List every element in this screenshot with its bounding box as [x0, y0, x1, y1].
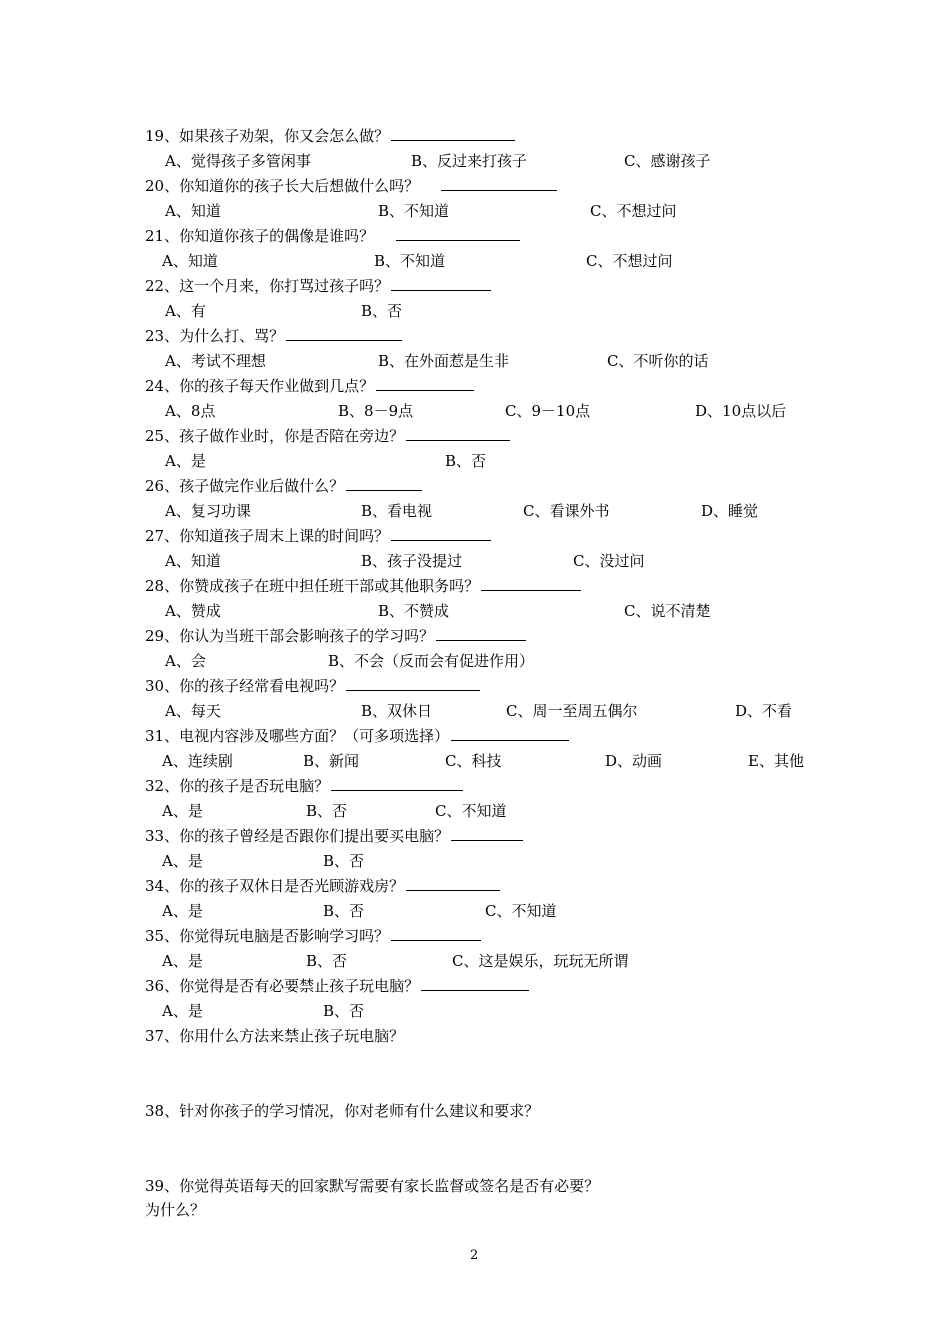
answer-blank[interactable] — [396, 226, 520, 241]
option-a: A、知道 — [162, 252, 218, 270]
answer-blank[interactable] — [331, 776, 463, 791]
question-25 — [145, 426, 510, 446]
answer-blank[interactable] — [421, 976, 529, 991]
question-text: 30、你的孩子经常看电视吗？ — [145, 677, 345, 695]
answer-blank[interactable] — [286, 326, 402, 341]
question-31 — [145, 726, 569, 746]
option-b: B、否 — [361, 302, 403, 320]
question-21 — [145, 226, 520, 246]
question-39: 39、你觉得英语每天的回家默写需要有家长监督或签名是否有必要？ — [145, 1177, 600, 1195]
option-a: A、是 — [162, 902, 203, 920]
option-a: A、每天 — [165, 702, 221, 720]
option-a: A、8点 — [165, 402, 216, 420]
option-a: A、是 — [162, 952, 203, 970]
option-b: B、不会（反而会有促进作用） — [328, 652, 535, 670]
option-c: C、这是娱乐，玩玩无所谓 — [452, 952, 629, 970]
answer-blank[interactable] — [451, 726, 569, 741]
option-c: C、感谢孩子 — [624, 152, 711, 170]
option-a: A、赞成 — [165, 602, 221, 620]
option-b: B、否 — [323, 852, 365, 870]
option-c: C、没过问 — [573, 552, 645, 570]
question-text: 19、如果孩子劝架，你又会怎么做？ — [145, 127, 390, 145]
option-d: D、不看 — [735, 702, 793, 720]
option-b: B、不知道 — [374, 252, 446, 270]
option-a: A、有 — [165, 302, 206, 320]
answer-blank[interactable] — [346, 476, 422, 491]
question-text: 27、你知道孩子周末上课的时间吗？ — [145, 527, 390, 545]
question-30 — [145, 676, 480, 696]
question-text: 26、孩子做完作业后做什么？ — [145, 477, 345, 495]
option-b: B、否 — [323, 1002, 365, 1020]
option-a: A、连续剧 — [162, 752, 233, 770]
answer-blank[interactable] — [436, 626, 526, 641]
option-b: B、反过来打孩子 — [411, 152, 528, 170]
question-text: 28、你赞成孩子在班中担任班干部或其他职务吗？ — [145, 577, 480, 595]
option-a: A、是 — [162, 802, 203, 820]
question-22 — [145, 276, 491, 296]
question-23 — [145, 326, 402, 346]
answer-blank[interactable] — [346, 676, 480, 691]
option-b: B、否 — [445, 452, 487, 470]
page-number: 2 — [470, 1248, 479, 1263]
option-b: B、否 — [323, 902, 365, 920]
option-a: A、是 — [162, 852, 203, 870]
question-29 — [145, 626, 526, 646]
question-text: 25、孩子做作业时，你是否陪在旁边？ — [145, 427, 405, 445]
option-a: A、知道 — [165, 552, 221, 570]
option-c: C、周一至周五偶尔 — [506, 702, 638, 720]
question-text: 31、电视内容涉及哪些方面？（可多项选择） — [145, 727, 450, 745]
option-a: A、是 — [165, 452, 206, 470]
answer-blank[interactable] — [481, 576, 581, 591]
question-text: 35、你觉得玩电脑是否影响学习吗？ — [145, 927, 390, 945]
option-c: C、看课外书 — [523, 502, 610, 520]
question-text: 36、你觉得是否有必要禁止孩子玩电脑？ — [145, 977, 420, 995]
question-20 — [145, 176, 557, 196]
option-c: C、不想过问 — [590, 202, 677, 220]
question-text: 29、你认为当班干部会影响孩子的学习吗？ — [145, 627, 435, 645]
option-a: A、是 — [162, 1002, 203, 1020]
question-37: 37、你用什么方法来禁止孩子玩电脑？ — [145, 1027, 405, 1045]
option-c: C、科技 — [445, 752, 502, 770]
answer-blank[interactable] — [391, 126, 515, 141]
question-text: 32、你的孩子是否玩电脑？ — [145, 777, 330, 795]
option-c: C、不知道 — [435, 802, 507, 820]
option-d: D、动画 — [605, 752, 663, 770]
question-text: 20、你知道你的孩子长大后想做什么吗？ — [145, 177, 420, 195]
option-b: B、否 — [306, 952, 348, 970]
question-text: 33、你的孩子曾经是否跟你们提出要买电脑？ — [145, 827, 450, 845]
option-b: B、看电视 — [361, 502, 433, 520]
question-24 — [145, 376, 474, 396]
option-a: A、觉得孩子多管闲事 — [165, 152, 311, 170]
question-28 — [145, 576, 581, 596]
question-34 — [145, 876, 500, 896]
question-26 — [145, 476, 422, 496]
option-b: B、在外面惹是生非 — [378, 352, 510, 370]
question-text: 21、你知道你孩子的偶像是谁吗？ — [145, 227, 375, 245]
option-a: A、会 — [165, 652, 206, 670]
question-36 — [145, 976, 529, 996]
question-text: 23、为什么打、骂？ — [145, 327, 285, 345]
option-c: C、不想过问 — [586, 252, 673, 270]
answer-blank[interactable] — [391, 526, 491, 541]
question-19 — [145, 126, 515, 146]
question-text: 24、你的孩子每天作业做到几点？ — [145, 377, 375, 395]
option-b: B、孩子没提过 — [361, 552, 463, 570]
answer-blank[interactable] — [441, 176, 557, 191]
question-33 — [145, 826, 523, 846]
answer-blank[interactable] — [391, 276, 491, 291]
option-b: B、不知道 — [378, 202, 450, 220]
option-c: C、不知道 — [485, 902, 557, 920]
question-27 — [145, 526, 491, 546]
option-b: B、双休日 — [361, 702, 433, 720]
option-a: A、知道 — [165, 202, 221, 220]
option-a: A、复习功课 — [165, 502, 251, 520]
answer-blank[interactable] — [391, 926, 481, 941]
option-b: B、新闻 — [303, 752, 360, 770]
question-39-continued: 为什么？ — [145, 1201, 206, 1219]
option-c: C、9－10点 — [505, 402, 591, 420]
answer-blank[interactable] — [406, 426, 510, 441]
question-35 — [145, 926, 481, 946]
question-text: 34、你的孩子双休日是否光顾游戏房？ — [145, 877, 405, 895]
option-d: D、睡觉 — [701, 502, 759, 520]
question-text: 22、这一个月来，你打骂过孩子吗？ — [145, 277, 390, 295]
answer-blank[interactable] — [376, 376, 474, 391]
option-c: C、说不清楚 — [624, 602, 711, 620]
option-e: E、其他 — [748, 752, 804, 770]
option-a: A、考试不理想 — [165, 352, 266, 370]
answer-blank[interactable] — [451, 826, 523, 841]
question-32 — [145, 776, 463, 796]
option-c: C、不听你的话 — [607, 352, 709, 370]
option-b: B、否 — [306, 802, 348, 820]
option-b: B、8－9点 — [338, 402, 414, 420]
option-d: D、10点以后 — [695, 402, 787, 420]
answer-blank[interactable] — [406, 876, 500, 891]
question-38: 38、针对你孩子的学习情况，你对老师有什么建议和要求？ — [145, 1102, 540, 1120]
option-b: B、不赞成 — [378, 602, 450, 620]
